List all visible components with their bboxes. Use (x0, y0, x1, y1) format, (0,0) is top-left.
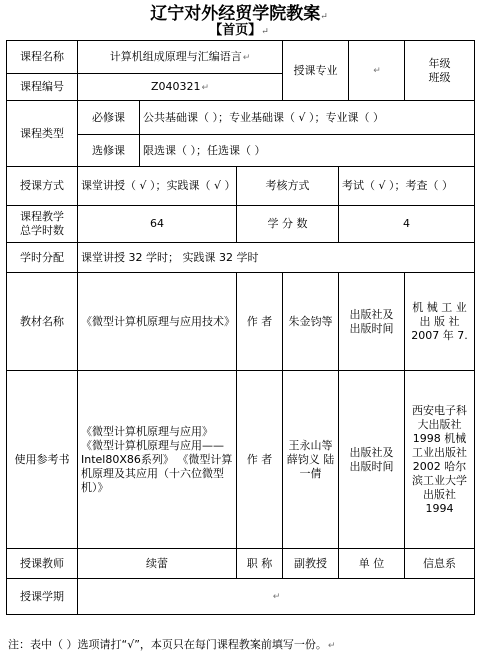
required-label: 必修课 (78, 101, 140, 135)
course-code-cell: Z040321↵ (78, 74, 283, 101)
teaching-method-value: 课堂讲授（ √ ）；实践课（ √ ） (78, 167, 237, 206)
textbook-publisher: 机 械 工 业 出 版 社 2007 年 7. (405, 273, 475, 371)
hours-dist-label: 学时分配 (7, 243, 78, 273)
document-subtitle (0, 23, 478, 40)
ref-publisher-label-line2: 出版时间 (349, 459, 394, 473)
document-subtitle-text: 【首页】 (209, 23, 262, 38)
assessment-value: 考试（ √ ）；考查（ ） (339, 167, 475, 206)
course-name-value: 计算机组成原理与汇编语言 (109, 49, 242, 63)
textbook-value: 《微型计算机原理与应用技术》 (78, 273, 237, 371)
ref-author-label: 作 者 (237, 371, 283, 549)
references-label: 使用参考书 (7, 371, 78, 549)
course-name-label: 课程名称 (7, 41, 78, 74)
ref-publisher-label-line1: 出版社及 (349, 445, 394, 459)
teacher-value: 续蕾 (78, 549, 237, 579)
publisher-label (339, 273, 405, 371)
elective-options: 限选课（ ）；任选课（ ） (140, 135, 475, 167)
total-hours-label-line2: 总学时数 (20, 224, 64, 237)
footnote: 注：表中（ ）选项请打“√”，本页只在每门课程教案前填写一份。↵ (8, 638, 336, 651)
credits-value: 4 (339, 206, 475, 243)
teacher-label: 授课教师 (7, 549, 78, 579)
teaching-major-value: ↵ (349, 41, 405, 101)
grade-class-cell (405, 41, 475, 101)
teacher-title-value: 副教授 (283, 549, 339, 579)
syllabus-table (6, 40, 475, 615)
return-mark-icon: ↵ (320, 12, 328, 22)
elective-label: 选修课 (78, 135, 140, 167)
class-label: 班级 (428, 70, 451, 84)
return-mark-icon: ↵ (261, 27, 269, 37)
ref-authors: 王永山等 薛钧义 陆一倩 (283, 371, 339, 549)
teaching-major-label: 授课专业 (283, 41, 349, 101)
course-name-cell: 计算机组成原理与汇编语言↵ (78, 41, 283, 74)
unit-value: 信息系 (405, 549, 475, 579)
unit-label: 单 位 (339, 549, 405, 579)
footnote-text: 注：表中（ ）选项请打“√”，本页只在每门课程教案前填写一份。 (8, 638, 327, 651)
references-value: 《微型计算机原理与应用》 《微型计算机原理与应用——Intel80X86系列》 《微型计算机原理及其应用（十六位微型机）》 (78, 371, 237, 549)
author-label: 作 者 (237, 273, 283, 371)
hours-dist-value: 课堂讲授 32 学时； 实践课 32 学时 (78, 243, 475, 273)
document-title-text: 辽宁对外经贸学院教案 (150, 4, 321, 24)
assessment-label: 考核方式 (237, 167, 339, 206)
teaching-method-label: 授课方式 (7, 167, 78, 206)
total-hours-label-line1: 课程教学 (20, 210, 64, 223)
course-code-value: Z040321 (150, 79, 201, 93)
course-type-label: 课程类型 (7, 101, 78, 167)
credits-label: 学 分 数 (237, 206, 339, 243)
ref-publisher: 西安电子科大出版社 1998 机械工业出版社 2002 哈尔滨工业大学出版社 1994 (405, 371, 475, 549)
textbook-author: 朱金钧等 (283, 273, 339, 371)
ref-publisher-label (339, 371, 405, 549)
total-hours-value: 64 (78, 206, 237, 243)
course-code-label: 课程编号 (7, 74, 78, 101)
total-hours-label (7, 206, 78, 243)
required-options: 公共基础课（ ）；专业基础课（ √ ）；专业课（ ） (140, 101, 475, 135)
semester-value: ↵ (78, 579, 475, 615)
teacher-title-label: 职 称 (237, 549, 283, 579)
textbook-label: 教材名称 (7, 273, 78, 371)
semester-label: 授课学期 (7, 579, 78, 615)
publisher-label-line1: 出版社及 (349, 307, 394, 321)
grade-label: 年级 (428, 56, 451, 70)
publisher-label-line2: 出版时间 (349, 321, 394, 335)
